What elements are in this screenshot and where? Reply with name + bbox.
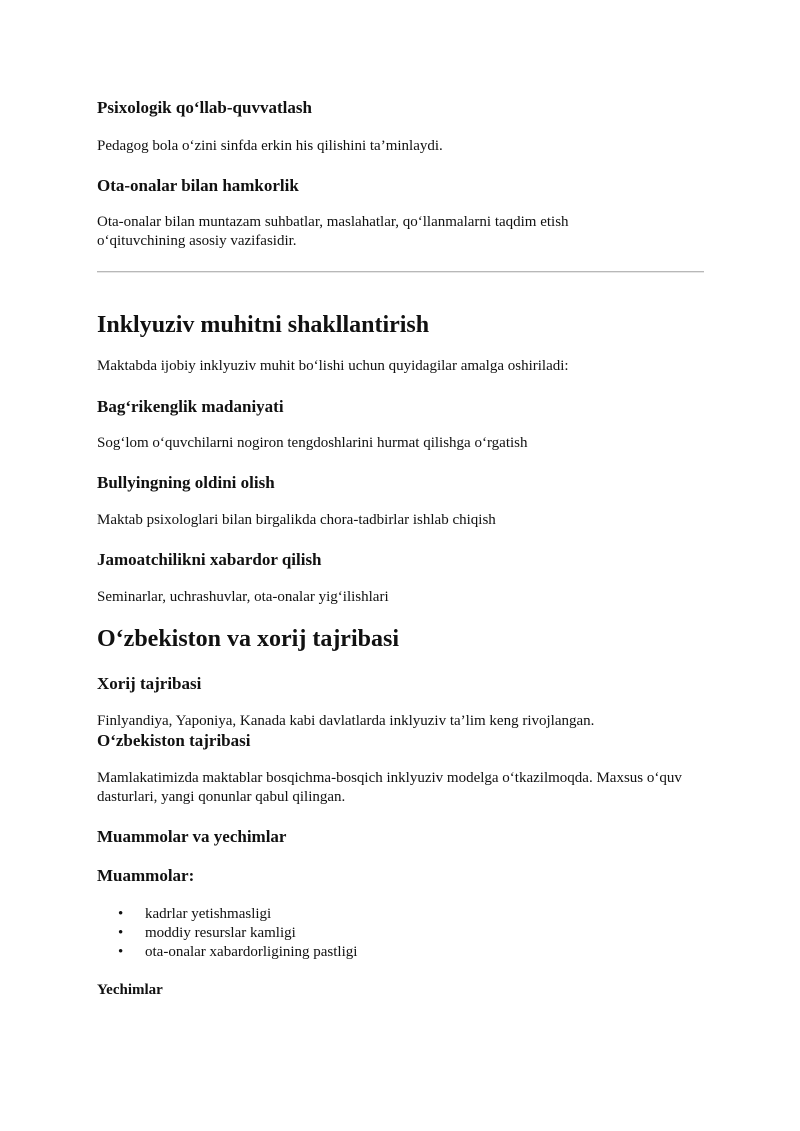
text-public-awareness: Seminarlar, uchrashuvlar, ota-onalar yig‘ilishlari [97,589,389,605]
list-item: • kadrlar yetishmasligi [118,906,272,922]
list-item: • ota-onalar xabardorligining pastligi [118,944,358,960]
text-bullying-prevention: Maktab psixologlari bilan birgalikda chora-tadbirlar ishlab chiqish [97,512,496,528]
heading-public-awareness: Jamoatchilikni xabardor qilish [97,550,322,569]
bullet-icon: • [118,944,124,960]
inclusive-environment-intro: Maktabda ijobiy inklyuziv muhit bo‘lishi uchun quyidagilar amalga oshiriladi: [97,358,569,374]
heading-solutions: Yechimlar [97,982,163,998]
problems-list [97,905,357,962]
horizontal-divider [97,271,704,273]
heading-tolerance-culture: Bag‘rikenglik madaniyati [97,397,284,416]
heading-problems-solutions: Muammolar va yechimlar [97,827,287,846]
heading-foreign-experience: Xorij tajribasi [97,674,202,693]
bullet-icon: • [118,925,124,941]
heading-uzbekistan-experience: O‘zbekiston tajribasi [97,731,251,750]
heading-bullying-prevention: Bullyingning oldini olish [97,473,275,492]
section-heading-psychological-support: Psixologik qo‘llab-quvvatlash [97,98,312,117]
heading-problems: Muammolar: [97,866,195,885]
text-uzbekistan-experience: Mamlakatimizda maktablar bosqichma-bosqich inklyuziv modelga o‘tkazilmoqda. Maxsus o‘quv dasturlari, yangi qonunlar qabul qilingan. [97,770,682,805]
list-item: • moddiy resurslar kamligi [118,925,296,941]
section-heading-parent-cooperation: Ota-onalar bilan hamkorlik [97,176,299,195]
section-text-parent-cooperation: Ota-onalar bilan muntazam suhbatlar, maslahatlar, qo‘llanmalarni taqdim etish o‘qituvchining asosiy vazifasidir. [97,214,569,249]
inclusive-environment-title: Inklyuziv muhitni shakllantirish [97,312,430,338]
bullet-icon: • [118,906,124,922]
section-text-psychological-support: Pedagog bola o‘zini sinfda erkin his qilishini ta’minlaydi. [97,138,443,154]
text-tolerance-culture: Sog‘lom o‘quvchilarni nogiron tengdoshlarini hurmat qilishga o‘rgatish [97,435,528,451]
experience-title: O‘zbekiston va xorij tajribasi [97,626,399,652]
text-foreign-experience: Finlyandiya, Yaponiya, Kanada kabi davlatlarda inklyuziv ta’lim keng rivojlangan. [97,713,595,729]
